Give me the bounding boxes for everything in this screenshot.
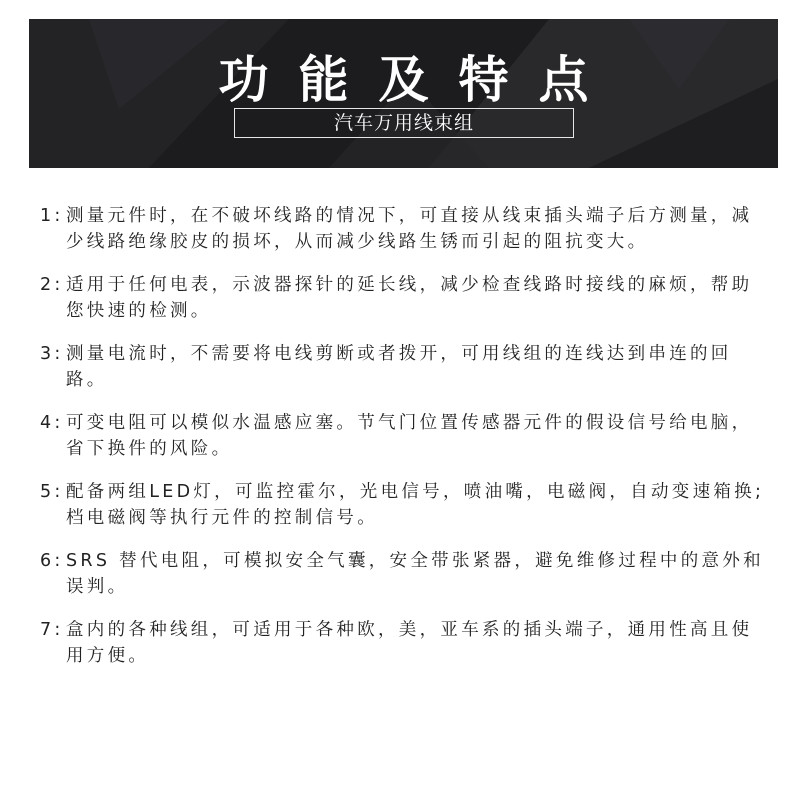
feature-number: 3:	[40, 344, 64, 364]
feature-text: 适用于任何电表，示波器探针的延长线，减少检查线路时接线的麻烦，帮助您快速的检测。	[66, 275, 753, 321]
feature-item-7	[40, 617, 770, 669]
feature-number: 1:	[40, 206, 64, 226]
feature-number: 6:	[40, 551, 64, 571]
feature-item-5	[40, 479, 770, 531]
page-title: 功能及特点	[218, 51, 619, 109]
feature-item-4	[40, 410, 770, 462]
feature-text: 盒内的各种线组，可适用于各种欧，美，亚车系的插头端子，通用性高且使用方便。	[66, 620, 753, 666]
feature-number: 7:	[40, 620, 64, 640]
header-banner	[29, 19, 778, 168]
feature-text: 测量电流时，不需要将电线剪断或者拨开，可用线组的连线达到串连的回路。	[66, 344, 732, 390]
feature-text: 可变电阻可以模似水温感应塞。节气门位置传感器元件的假设信号给电脑，省下换件的风险。	[66, 413, 753, 459]
feature-number: 4:	[40, 413, 64, 433]
feature-number: 5:	[40, 482, 64, 502]
feature-text: SRS 替代电阻，可模拟安全气囊，安全带张紧器，避免维修过程中的意外和误判。	[66, 551, 764, 597]
feature-number: 2:	[40, 275, 64, 295]
feature-item-2	[40, 272, 770, 324]
feature-item-1	[40, 203, 770, 255]
feature-list	[40, 203, 770, 686]
feature-item-6	[40, 548, 770, 600]
feature-text: 配备两组LED灯，可监控霍尔，光电信号，喷油嘴，电磁阀，自动变速箱换;档电磁阀等执行元件的控制信号。	[66, 482, 765, 528]
feature-text: 测量元件时，在不破坏线路的情况下，可直接从线束插头端子后方测量，减少线路绝缘胶皮的损坏，从而减少线路生锈而引起的阻抗变大。	[66, 206, 753, 252]
feature-item-3	[40, 341, 770, 393]
subtitle-box: 汽车万用线束组	[234, 108, 574, 138]
